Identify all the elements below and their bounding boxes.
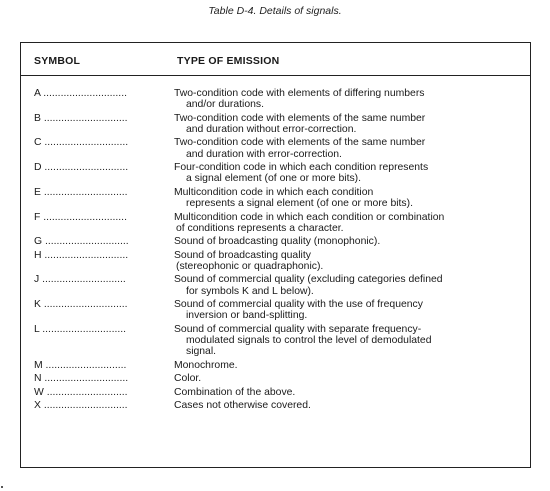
description-line: Two-condition code with elements of the same number — [174, 112, 426, 124]
emission-description — [174, 250, 524, 272]
emission-description — [174, 387, 524, 398]
emission-description — [174, 88, 524, 110]
emission-description — [174, 236, 524, 247]
table-row — [21, 324, 530, 358]
description-line: Sound of commercial quality with separate frequency- — [174, 323, 422, 335]
symbol-cell: W ............................ — [34, 386, 128, 398]
emission-description — [174, 373, 524, 384]
table-row — [21, 212, 530, 234]
symbol-cell: N ............................. — [34, 373, 129, 385]
description-line: Sound of commercial quality with the use of frequency — [174, 299, 423, 311]
table-row — [21, 299, 530, 321]
description-line: Four-condition code in which each condition represents — [174, 162, 429, 174]
description-line: Two-condition code with elements of the same number — [174, 137, 426, 149]
table-row — [21, 250, 530, 272]
table-row — [21, 387, 530, 398]
symbol-cell: M ............................ — [34, 359, 127, 371]
table-caption: Table D-4. Details of signals. — [208, 5, 342, 17]
type-of-emission-column-header: TYPE OF EMISSION — [177, 55, 280, 67]
symbol-cell: B ............................. — [34, 112, 128, 124]
description-line: Sound of commercial quality (excluding categories defined — [174, 274, 443, 286]
symbol-cell: G ............................. — [34, 236, 129, 248]
symbol-cell: C ............................. — [34, 137, 129, 149]
description-line: represents a signal element (of one or more bits). — [186, 198, 413, 210]
description-line: Two-condition code with elements of differing numbers — [174, 88, 425, 99]
description-line: and/or durations. — [186, 99, 264, 111]
description-line: Multicondition code in which each condition or combination — [174, 211, 445, 223]
symbol-cell: A ............................. — [34, 88, 127, 99]
table-row — [21, 113, 530, 135]
emission-description — [174, 360, 524, 371]
emission-description — [174, 274, 524, 296]
symbol-cell: E ............................. — [34, 186, 128, 198]
description-line: Multicondition code in which each condition — [174, 186, 374, 198]
emission-description — [174, 137, 524, 159]
emission-description — [174, 187, 524, 209]
signals-table — [20, 42, 531, 468]
symbol-cell: H ............................. — [34, 249, 129, 261]
description-line: Sound of broadcasting quality — [174, 249, 311, 261]
description-line: (stereophonic or quadraphonic). — [176, 260, 324, 272]
symbol-cell: L ............................. — [34, 323, 126, 335]
symbol-cell: X ............................. — [34, 400, 128, 412]
description-line: for symbols K and L below). — [186, 285, 314, 297]
table-body — [21, 88, 530, 411]
symbol-column-header: SYMBOL — [34, 55, 81, 67]
description-line: modulated signals to control the level of demodulated — [186, 335, 432, 347]
description-line: inversion or band-splitting. — [186, 310, 308, 322]
description-line: and duration with error-correction. — [186, 148, 342, 160]
emission-description — [174, 400, 524, 411]
scan-speck — [1, 486, 3, 488]
description-line: a signal element (of one or more bits). — [186, 173, 361, 185]
table-row — [21, 373, 530, 384]
emission-description — [174, 212, 524, 234]
description-line: Color. — [174, 373, 202, 385]
description-line: Cases not otherwise covered. — [174, 400, 311, 412]
table-row — [21, 400, 530, 411]
description-line: Monochrome. — [174, 359, 238, 371]
table-row — [21, 187, 530, 209]
table-row — [21, 236, 530, 247]
emission-description — [174, 324, 524, 358]
symbol-cell: D ............................. — [34, 162, 129, 174]
emission-description — [174, 162, 524, 184]
emission-description — [174, 113, 524, 135]
symbol-cell: F ............................. — [34, 211, 127, 223]
emission-description — [174, 299, 524, 321]
table-row — [21, 360, 530, 371]
symbol-cell: K ............................. — [34, 299, 128, 311]
description-line: signal. — [186, 346, 217, 358]
table-row — [21, 88, 530, 110]
description-line: of conditions represents a character. — [176, 222, 344, 234]
header-divider — [21, 75, 530, 76]
table-row — [21, 274, 530, 296]
description-line: and duration without error-correction. — [186, 123, 357, 135]
symbol-cell: J ............................. — [34, 274, 126, 286]
table-row — [21, 162, 530, 184]
description-line: Combination of the above. — [174, 386, 296, 398]
table-row — [21, 137, 530, 159]
description-line: Sound of broadcasting quality (monophonic). — [174, 236, 381, 248]
